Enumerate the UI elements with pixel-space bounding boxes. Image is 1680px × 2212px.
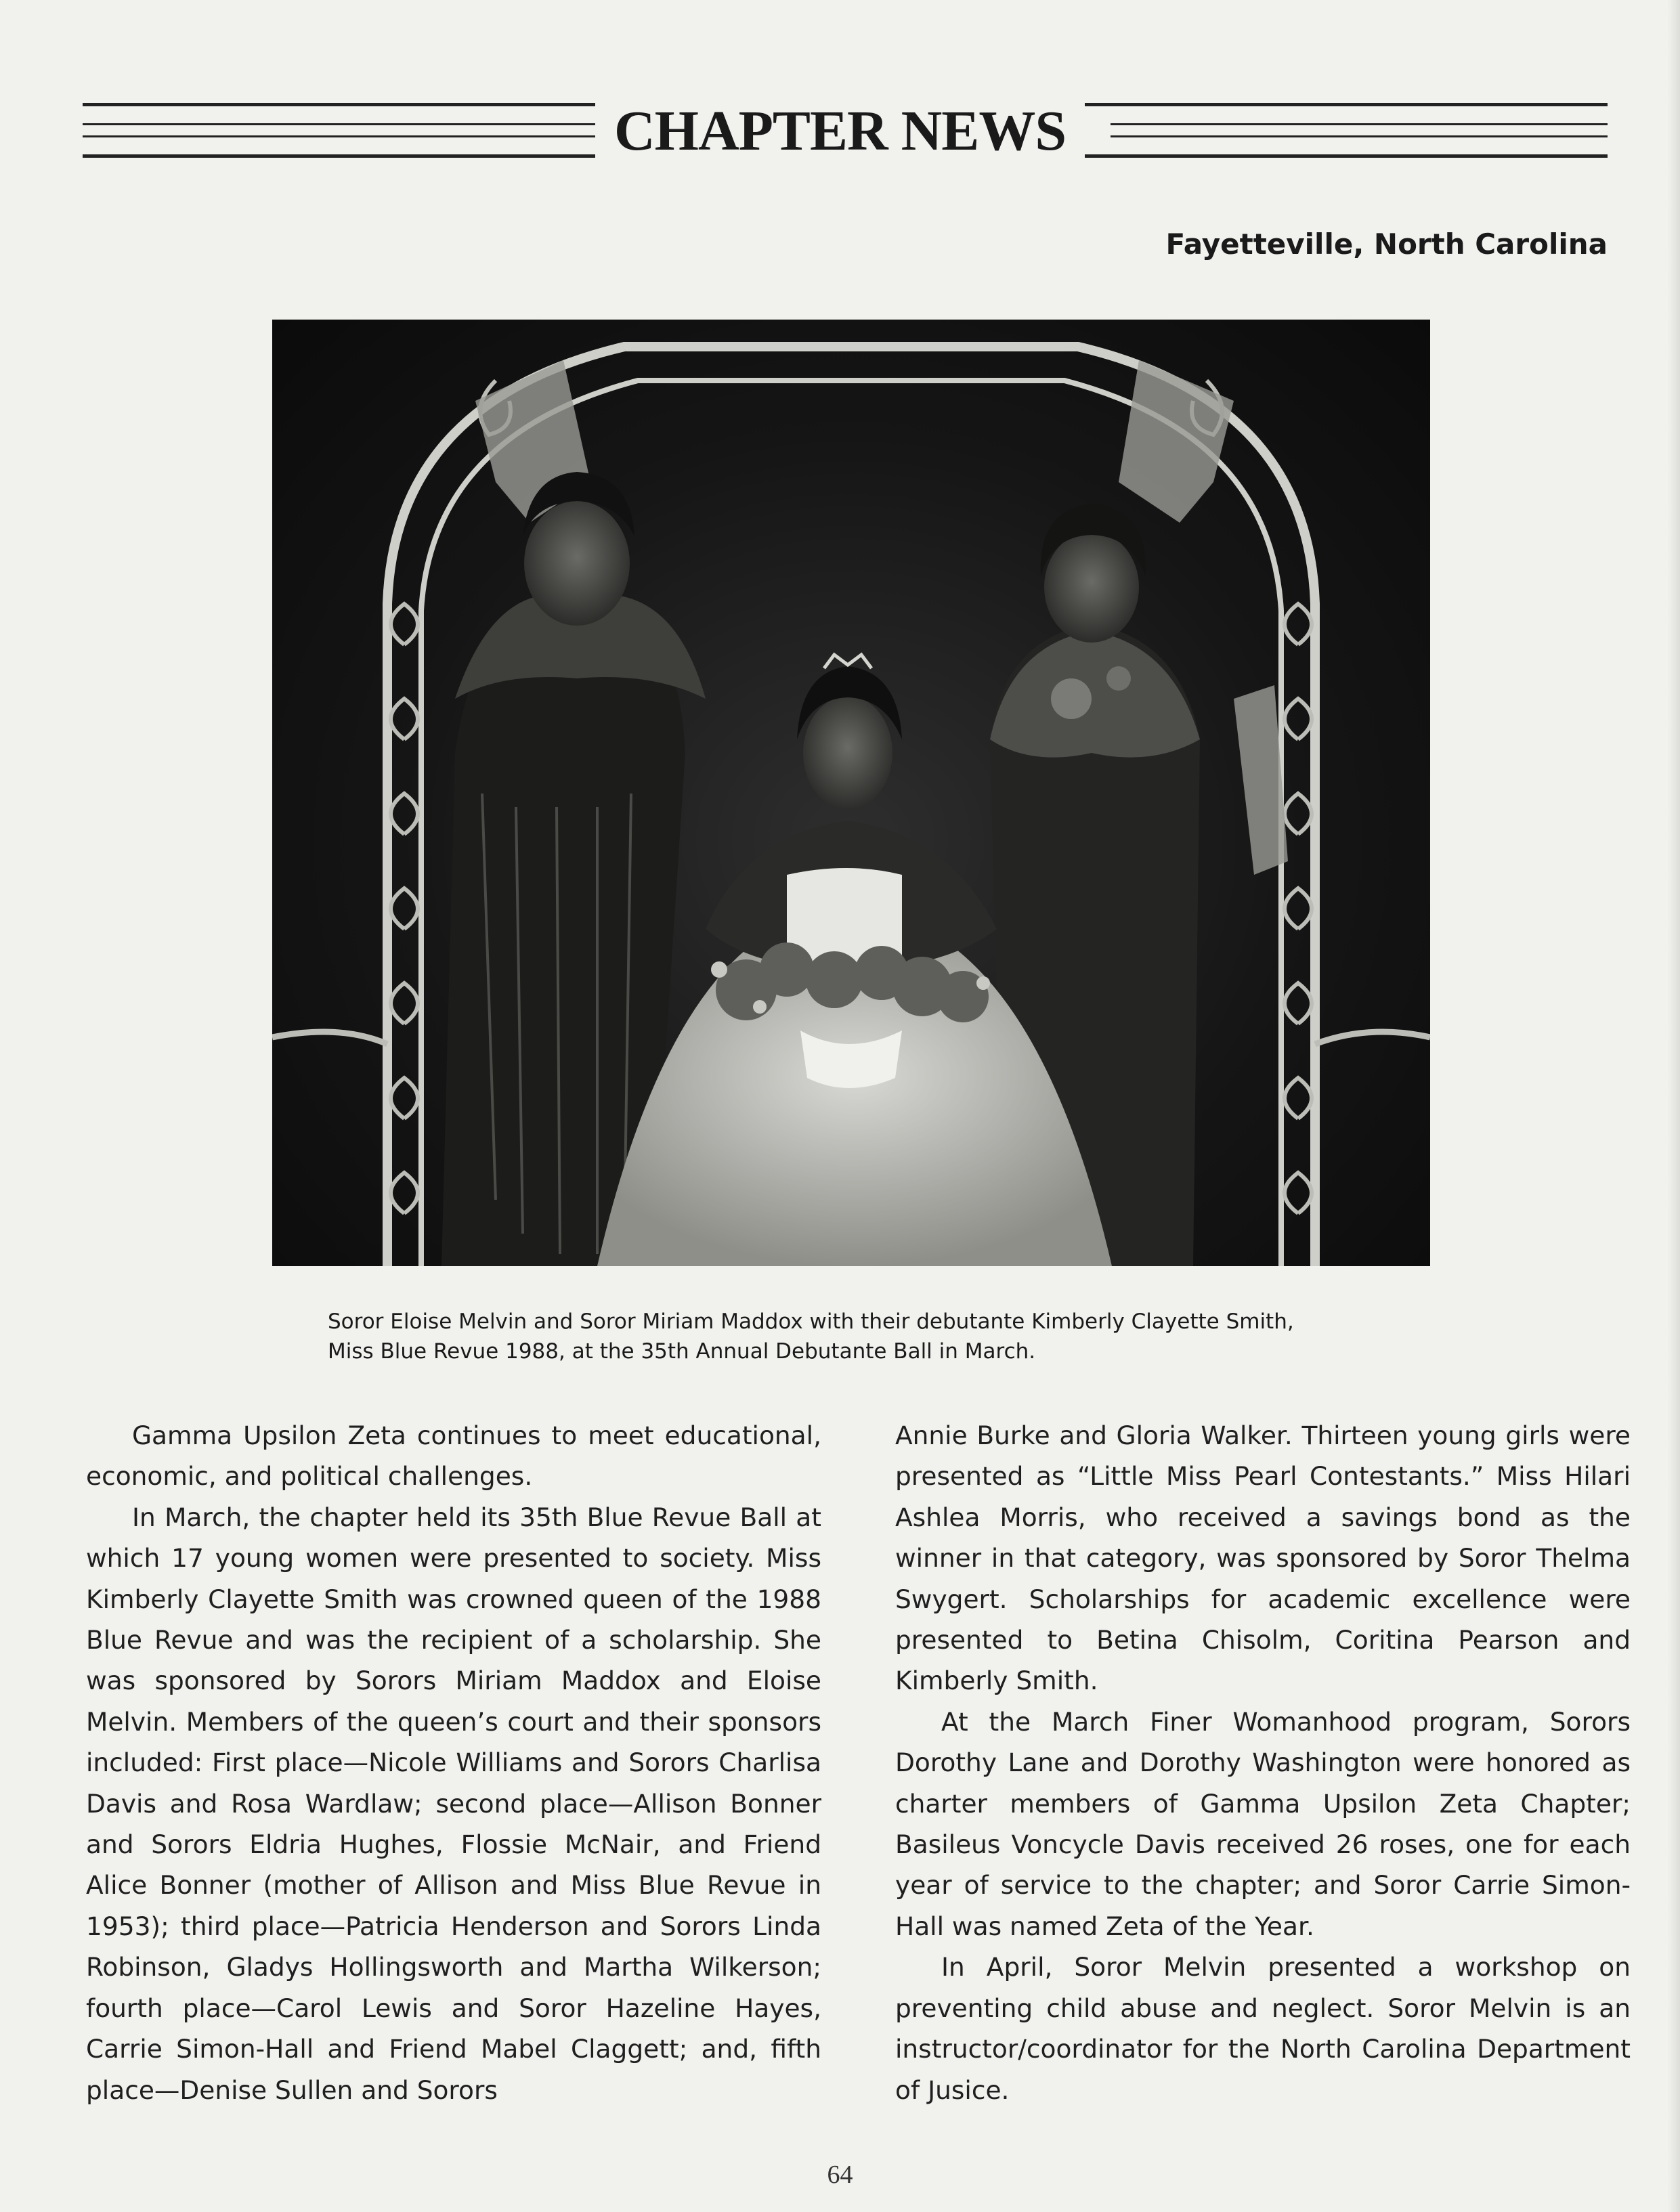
article-paragraph: In March, the chapter held its 35th Blue Revue Ball at which 17 young women were presented to society. Miss Kimberly Clayette Smith was crowned queen of the 1988 Blue Revue and was the recipient of a scholarship. She was sponsored by Sorors Miriam Maddox and Eloise Melvin. Members of the queen’s court and their sponsors included: First place—Nicole Williams and Sorors Charlisa Davis and Rosa Wardlaw; second place—Allison Bonner and Sorors Eldria Hughes, Flossie McNair, and Friend Alice Bonner (mother of Allison and Miss Blue Revue in 1953); third place—Patricia Henderson and Sorors Linda Robinson, Gladys Hollingsworth and Martha Wilkerson; fourth place—Carol Lewis and Soror Hazeline Hayes, Carrie Simon-Hall and Friend Mabel Claggett; and, fifth place—Denise Sullen and Sorors <box>86 1502 821 2105</box>
chapter-location: Fayetteville, North Carolina <box>1165 227 1608 261</box>
article-right-column <box>895 1415 1631 2110</box>
debutante-photo-illustration <box>272 320 1430 1266</box>
section-title-text: CHAPTER NEWS <box>595 100 1085 162</box>
article-paragraph: At the March Finer Womanhood program, Sorors Dorothy Lane and Dorothy Washington were honored as charter members of Gamma Upsilon Zeta Chapter; Basileus Voncycle Davis received 26 roses, one for each year of service to the chapter; and Soror Carrie Simon-Hall was named Zeta of the Year. <box>895 1706 1631 1941</box>
page-edge <box>1668 0 1680 2212</box>
page-number: 64 <box>827 2161 853 2189</box>
article-paragraph: In April, Soror Melvin presented a workshop on preventing child abuse and neglect. Soror Melvin is an instructor/coordinator for the North Carolina Department of Jusice. <box>895 1952 1631 2105</box>
article-paragraph: Gamma Upsilon Zeta continues to meet educational, economic, and political challenges. <box>86 1421 821 1492</box>
caption-line-1: Soror Eloise Melvin and Soror Miriam Maddox with their debutante Kimberly Clayette Smith, <box>328 1309 1294 1334</box>
article-left-column <box>86 1415 821 2110</box>
caption-line-2: Miss Blue Revue 1988, at the 35th Annual Debutante Ball in March. <box>328 1339 1036 1364</box>
debutante-photo <box>272 320 1430 1266</box>
photo-caption <box>328 1307 1411 1366</box>
article-paragraph: Annie Burke and Gloria Walker. Thirteen young girls were presented as “Little Miss Pearl Contestants.” Miss Hilari Ashlea Morris, who received a savings bond as the winner in that category, was sponsored by Soror Thelma Swygert. Scholarships for academic excellence were presented to Betina Chisolm, Coritina Pearson and Kimberly Smith. <box>895 1421 1631 1696</box>
section-title <box>0 100 1680 162</box>
